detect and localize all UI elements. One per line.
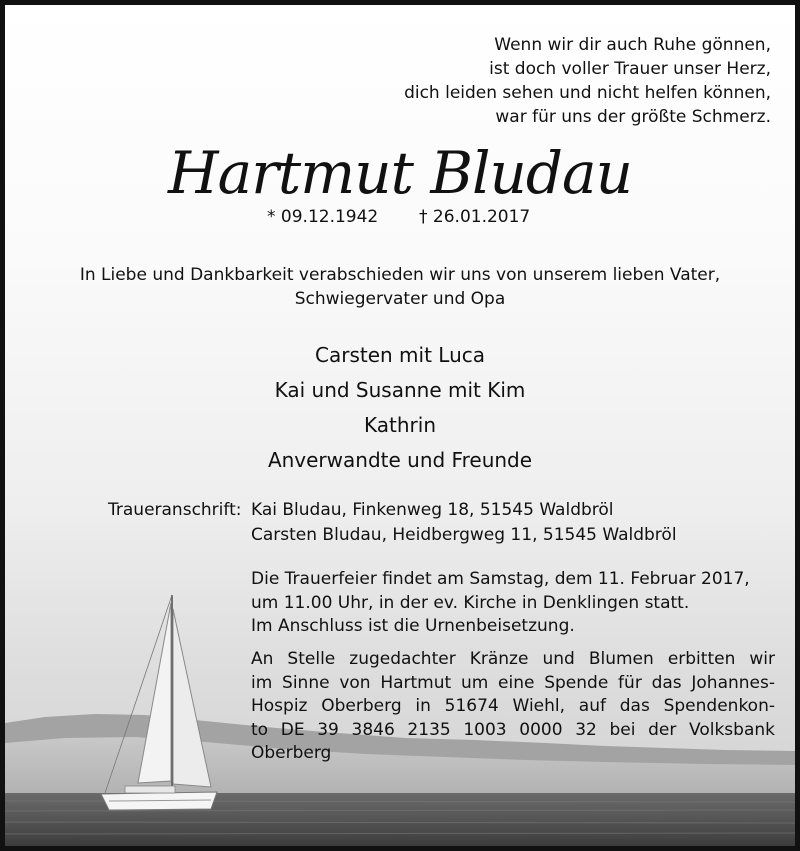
farewell-intro (5, 263, 795, 311)
donation-line: Hospiz Oberberg in 51674 Wiehl, auf das Spendenkon- (251, 696, 775, 716)
mourner: Anverwandte und Freunde (267, 448, 533, 472)
birth-date: * 09.12.1942 (267, 207, 379, 227)
poem-line: dich leiden sehen und nicht helfen können, (404, 83, 771, 103)
mourner: Kai und Susanne mit Kim (274, 378, 526, 402)
donation-line: An Stelle zugedachter Kränze und Blumen erbitten wir (251, 649, 775, 669)
poem-line: Wenn wir dir auch Ruhe gönnen, (494, 35, 771, 55)
donation-line: to DE 39 3846 2135 1003 0000 32 bei der Volksbank (251, 719, 775, 740)
service-info (251, 568, 750, 639)
address-line: Carsten Bludau, Heidbergweg 11, 51545 Waldbröl (251, 525, 677, 545)
donation-info (251, 648, 775, 766)
service-line: Im Anschluss ist die Urnenbeisetzung. (251, 616, 575, 636)
mourner: Carsten mit Luca (315, 343, 485, 367)
poem-line: ist doch voller Trauer unser Herz, (489, 59, 771, 79)
service-line: um 11.00 Uhr, in der ev. Kirche in Denklingen statt. (251, 592, 690, 613)
address-line: Kai Bludau, Finkenweg 18, 51545 Waldbröl (251, 500, 614, 520)
mourners-list (5, 338, 795, 478)
intro-line: Schwiegervater und Opa (294, 289, 506, 309)
donation-line: im Sinne von Hartmut um eine Spende für das Johannes- (251, 672, 775, 693)
intro-line: In Liebe und Dankbarkeit verabschieden wir uns von unserem lieben Vater, (79, 265, 721, 285)
poem-line: war für uns der größte Schmerz. (495, 107, 771, 127)
death-date: † 26.01.2017 (419, 207, 531, 227)
deceased-name: Hartmut Bludau (168, 139, 632, 207)
mourning-address (251, 498, 677, 548)
donation-line: Oberberg (251, 743, 332, 763)
service-line: Die Trauerfeier findet am Samstag, dem 11. Februar 2017, (251, 569, 750, 589)
address-label: Traueranschrift: (108, 500, 242, 520)
poem (404, 33, 771, 129)
mourner: Kathrin (364, 413, 436, 437)
